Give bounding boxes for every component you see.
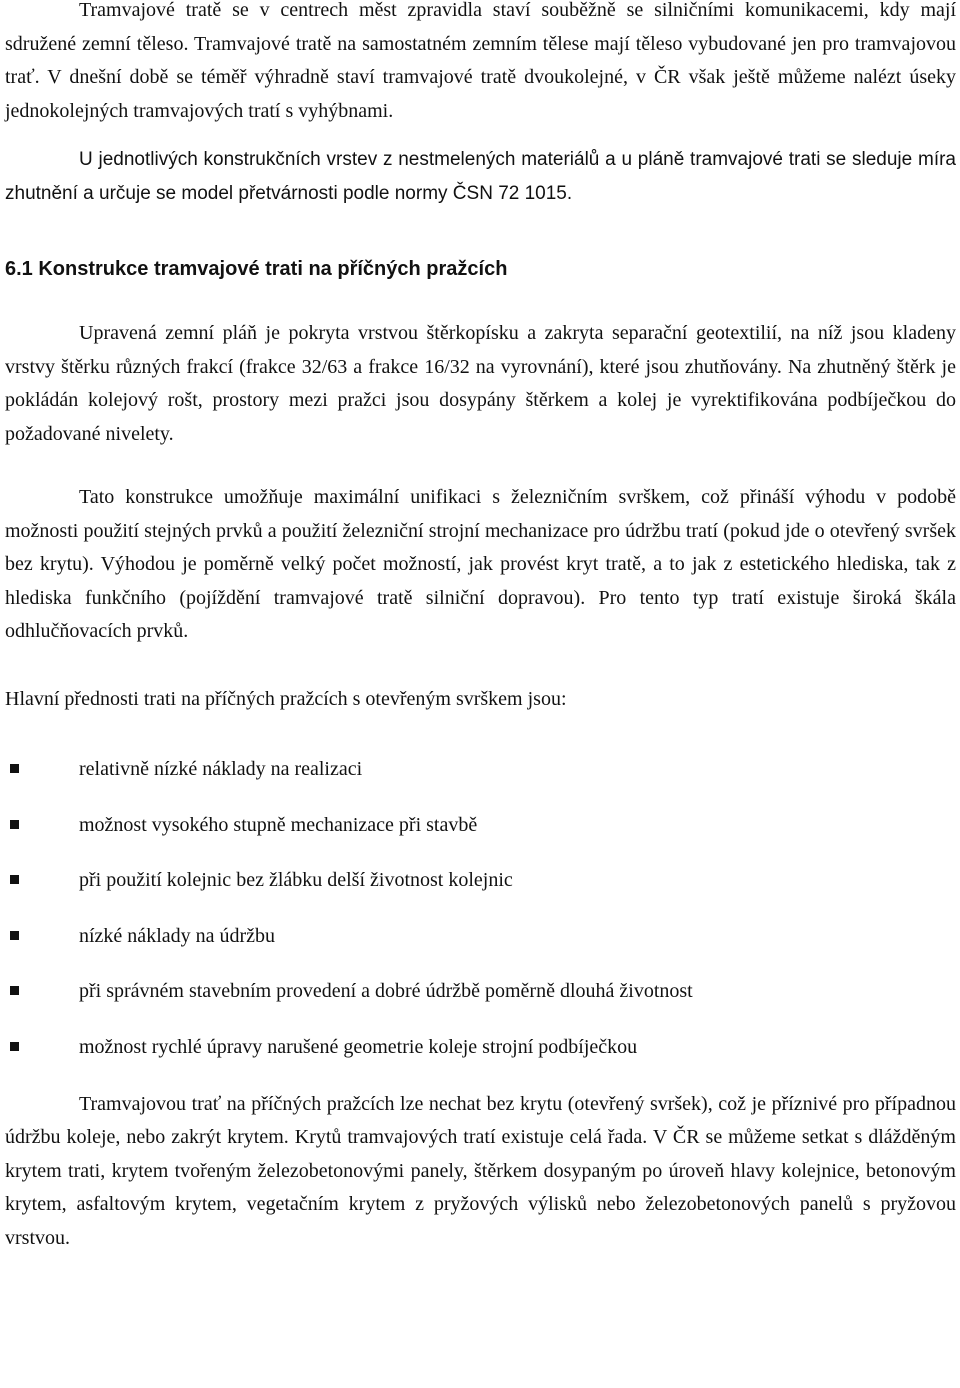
list-item	[5, 920, 956, 976]
paragraph-advantages-intro: Hlavní přednosti trati na příčných pražcích s otevřeným svrškem jsou:	[5, 687, 567, 710]
advantages-list	[5, 753, 956, 1087]
paragraph-compaction: U jednotlivých konstrukčních vrstev z nestmelených materiálů a u pláně tramvajové trati se sleduje míra zhutnění a určuje se model přetvárnosti podle normy ČSN 72 1015.	[5, 149, 956, 204]
square-bullet-icon	[10, 764, 19, 773]
square-bullet-icon	[10, 820, 19, 829]
list-item-text: možnost rychlé úpravy narušené geometrie koleje strojní podbíječkou	[79, 1035, 638, 1058]
paragraph-tram-tracks-intro: Tramvajové tratě se v centrech měst zpravidla staví souběžně se silničními komunikacemi, kdy mají sdružené zemní těleso. Tramvajové tratě na samostatném zemním tělese mají těleso vybudované jen pro tramvajovou trať. V dnešní době se téměř výhradně staví tramvajové tratě dvoukolejné, v ČR však ještě můžeme nalézt úseky jednokolejných tramvajových tratí s vyhýbnami.	[5, 0, 956, 122]
list-item	[5, 753, 956, 809]
list-item-text: nízké náklady na údržbu	[79, 924, 276, 947]
square-bullet-icon	[10, 986, 19, 995]
list-item	[5, 975, 956, 1031]
square-bullet-icon	[10, 1042, 19, 1051]
square-bullet-icon	[10, 931, 19, 940]
square-bullet-icon	[10, 875, 19, 884]
paragraph-track-covers: Tramvajovou trať na příčných pražcích lze nechat bez krytu (otevřený svršek), což je příznivé pro případnou údržbu koleje, nebo zakrýt krytem. Krytů tramvajových tratí existuje celá řada. V ČR se můžeme setkat s dlážděným krytem trati, krytem tvořeným železobetonovými panely, štěrkem dosypaným po úroveň hlavy kolejnice, betonovým krytem, asfaltovým krytem, vegetačním krytem z pryžových výlisků nebo železobetonových panelů s pryžovou vrstvou.	[5, 1092, 956, 1249]
list-item-text: při správném stavebním provedení a dobré údržbě poměrně dlouhá životnost	[79, 980, 693, 1003]
list-item	[5, 1031, 956, 1087]
list-item	[5, 864, 956, 920]
paragraph-unification: Tato konstrukce umožňuje maximální unifikaci s železničním svrškem, což přináší výhodu v podobě možnosti použití stejných prvků a použití železniční strojní mechanizace pro údržbu tratí (pokud jde o otevřený svršek bez krytu). Výhodou je poměrně velký počet možností, jak provést kryt tratě, a to jak z estetického hlediska, tak z hlediska funkčního (pojíždění tramvajové tratě silniční dopravou). Pro tento typ tratí existuje široká škála odhlučňovacích prvků.	[5, 486, 956, 642]
paragraph-construction: Upravená zemní pláň je pokryta vrstvou štěrkopísku a zakryta separační geotextilií, na níž jsou kladeny vrstvy štěrku různých frakcí (frakce 32/63 a frakce 16/32 na vyrovnání), které jsou zhutňovány. Na zhutněný štěrk je pokládán kolejový rošt, prostory mezi pražci jsou dosypány štěrkem a kolej je vyrektifikována podbíječkou do požadované nivelety.	[5, 322, 956, 445]
list-item-text: možnost vysokého stupně mechanizace při stavbě	[79, 813, 478, 836]
section-heading: 6.1 Konstrukce tramvajové trati na příčných pražcích	[5, 258, 508, 280]
list-item	[5, 809, 956, 865]
list-item-text: při použití kolejnic bez žlábku delší životnost kolejnic	[79, 869, 513, 892]
list-item-text: relativně nízké náklady na realizaci	[79, 758, 363, 780]
